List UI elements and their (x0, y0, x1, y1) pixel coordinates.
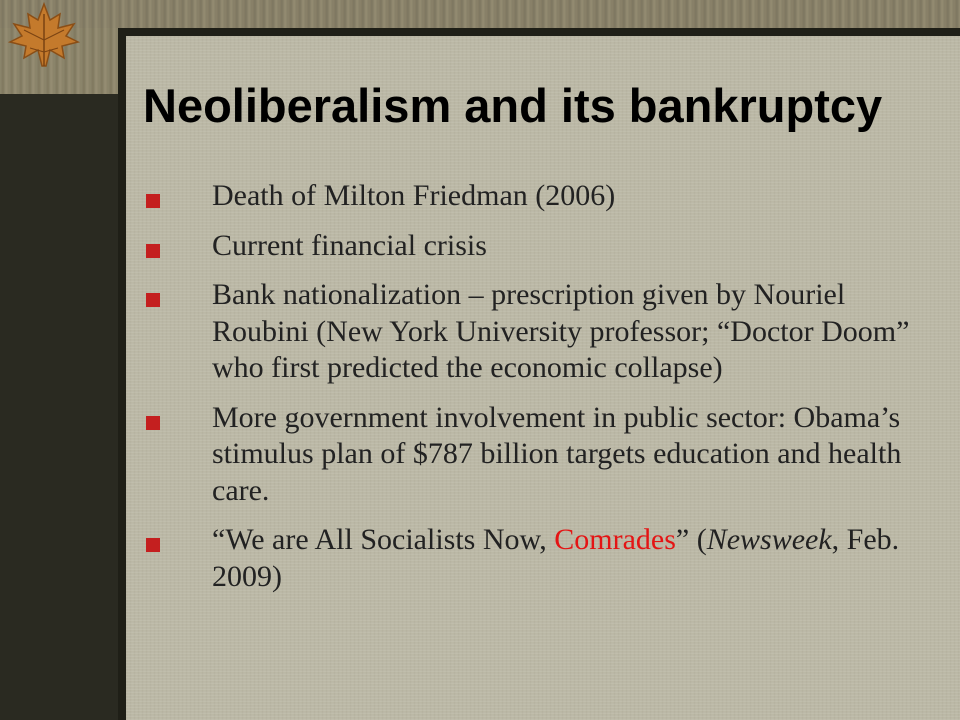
quote-text: “We are All Socialists Now, (212, 523, 555, 556)
highlighted-word: Comrades (554, 523, 676, 556)
square-bullet-icon (146, 416, 160, 430)
bullet-list (146, 178, 936, 608)
square-bullet-icon (146, 244, 160, 258)
bullet-item (146, 178, 936, 215)
bullet-text: More government involvement in public sector: Obama’s stimulus plan of $787 billion targets education and health care. (212, 400, 902, 507)
left-panel (0, 28, 118, 720)
bullet-item (146, 228, 936, 265)
citation-date: , Feb. 2009) (212, 523, 900, 593)
bullet-text: Bank nationalization – prescription given by Nouriel Roubini (New York University professor; “Doctor Doom” who first predicted the economic collapse) (212, 278, 910, 384)
bullet-text: Death of Milton Friedman (2006) (212, 179, 616, 212)
bullet-item (146, 522, 936, 595)
bullet-text (212, 523, 899, 593)
slide-title: Neoliberalism and its bankruptcy (143, 79, 883, 132)
bullet-text: Current financial crisis (212, 228, 487, 262)
square-bullet-icon (146, 538, 160, 552)
bullet-item (146, 400, 936, 510)
publication-name: Newsweek (706, 523, 832, 556)
maple-leaf-icon (4, 0, 84, 70)
bullet-item (146, 277, 936, 387)
square-bullet-icon (146, 293, 160, 307)
quote-close: ” ( (675, 523, 707, 556)
square-bullet-icon (146, 194, 160, 208)
top-texture-band (0, 0, 960, 28)
